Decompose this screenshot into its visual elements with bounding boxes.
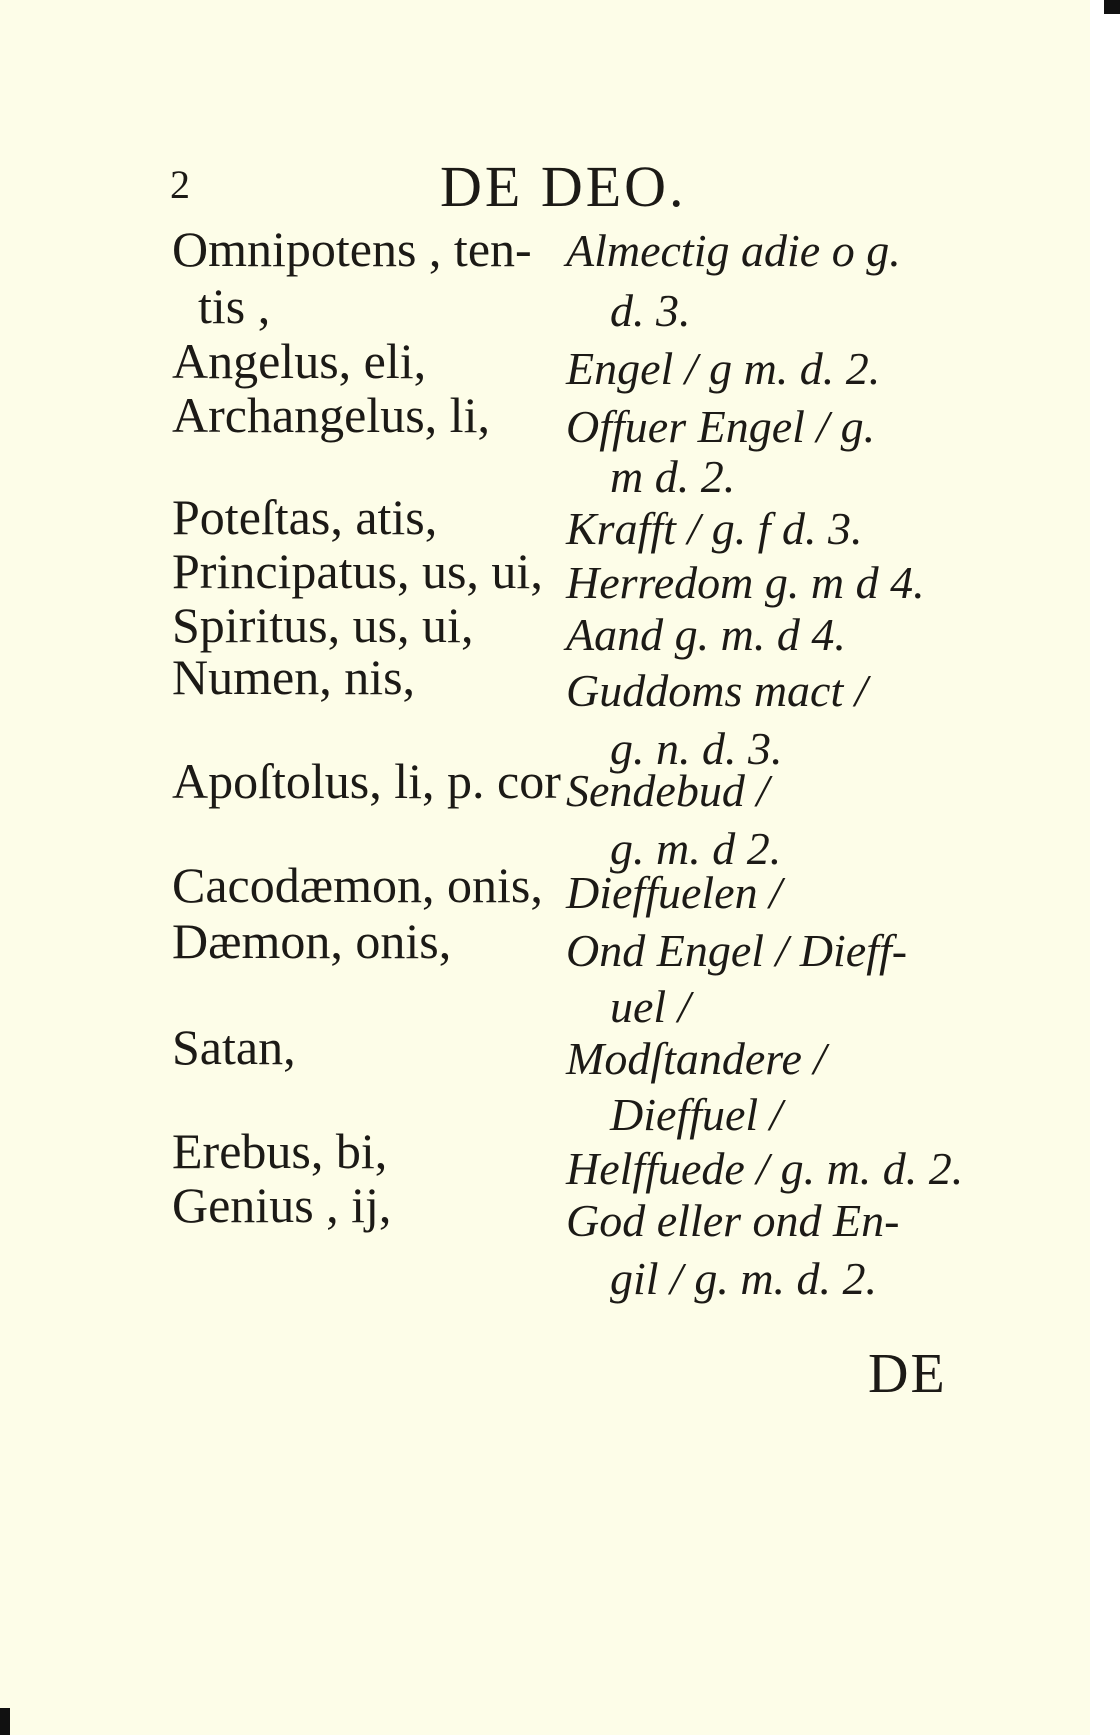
latin-term: Erebus, bi, bbox=[172, 1123, 388, 1179]
vernacular-gloss-continuation: g. n. d. 3. bbox=[610, 723, 783, 774]
vernacular-gloss: Dieffuelen / bbox=[566, 867, 782, 918]
latin-term-continuation: tis , bbox=[198, 278, 271, 334]
scan-edge-mark bbox=[0, 1708, 10, 1735]
vernacular-gloss: Aand g. m. d 4. bbox=[566, 609, 846, 660]
latin-term: Archangelus, li, bbox=[172, 387, 490, 443]
vernacular-gloss: Helffuede / g. m. d. 2. bbox=[566, 1143, 964, 1194]
vernacular-gloss-continuation: gil / g. m. d. 2. bbox=[610, 1253, 878, 1304]
vernacular-gloss: Offuer Engel / g. bbox=[566, 401, 876, 452]
vernacular-gloss-continuation: d. 3. bbox=[610, 285, 691, 336]
latin-term: Satan, bbox=[172, 1019, 296, 1075]
latin-term: Numen, nis, bbox=[172, 649, 416, 705]
scan-edge-mark bbox=[1104, 0, 1120, 14]
vernacular-gloss: God eller ond En- bbox=[566, 1195, 900, 1246]
latin-term: Angelus, eli, bbox=[172, 333, 427, 389]
latin-term: Genius , ij, bbox=[172, 1177, 392, 1233]
vernacular-gloss-continuation: Dieffuel / bbox=[610, 1089, 783, 1140]
vernacular-gloss: Modſtandere / bbox=[566, 1033, 827, 1084]
latin-term: Apoſtolus, li, p. cor bbox=[172, 753, 561, 809]
vernacular-gloss: Krafft / g. f d. 3. bbox=[566, 503, 863, 554]
page-title: DE DEO. bbox=[440, 154, 687, 219]
latin-term: Omnipotens , ten- bbox=[172, 221, 532, 277]
vernacular-gloss: Guddoms mact / bbox=[566, 665, 868, 716]
vernacular-gloss: Almectig adie o g. bbox=[566, 225, 901, 276]
scan-margin bbox=[1090, 0, 1120, 1735]
vernacular-gloss-continuation: m d. 2. bbox=[610, 451, 736, 502]
latin-term: Dæmon, onis, bbox=[172, 913, 452, 969]
latin-term: Principatus, us, ui, bbox=[172, 543, 543, 599]
vernacular-gloss: Sendebud / bbox=[566, 765, 770, 816]
vernacular-gloss: Engel / g m. d. 2. bbox=[566, 343, 881, 394]
vernacular-gloss-continuation: uel / bbox=[610, 981, 691, 1032]
vernacular-gloss: Herredom g. m d 4. bbox=[566, 557, 925, 608]
latin-term: Spiritus, us, ui, bbox=[172, 597, 474, 653]
catchword: DE bbox=[868, 1343, 947, 1405]
vernacular-gloss-continuation: g. m. d 2. bbox=[610, 823, 782, 874]
latin-term: Poteſtas, atis, bbox=[172, 489, 438, 545]
folio-number: 2 bbox=[170, 162, 190, 207]
vernacular-gloss: Ond Engel / Dieff- bbox=[566, 925, 908, 976]
latin-term: Cacodæmon, onis, bbox=[172, 857, 543, 913]
